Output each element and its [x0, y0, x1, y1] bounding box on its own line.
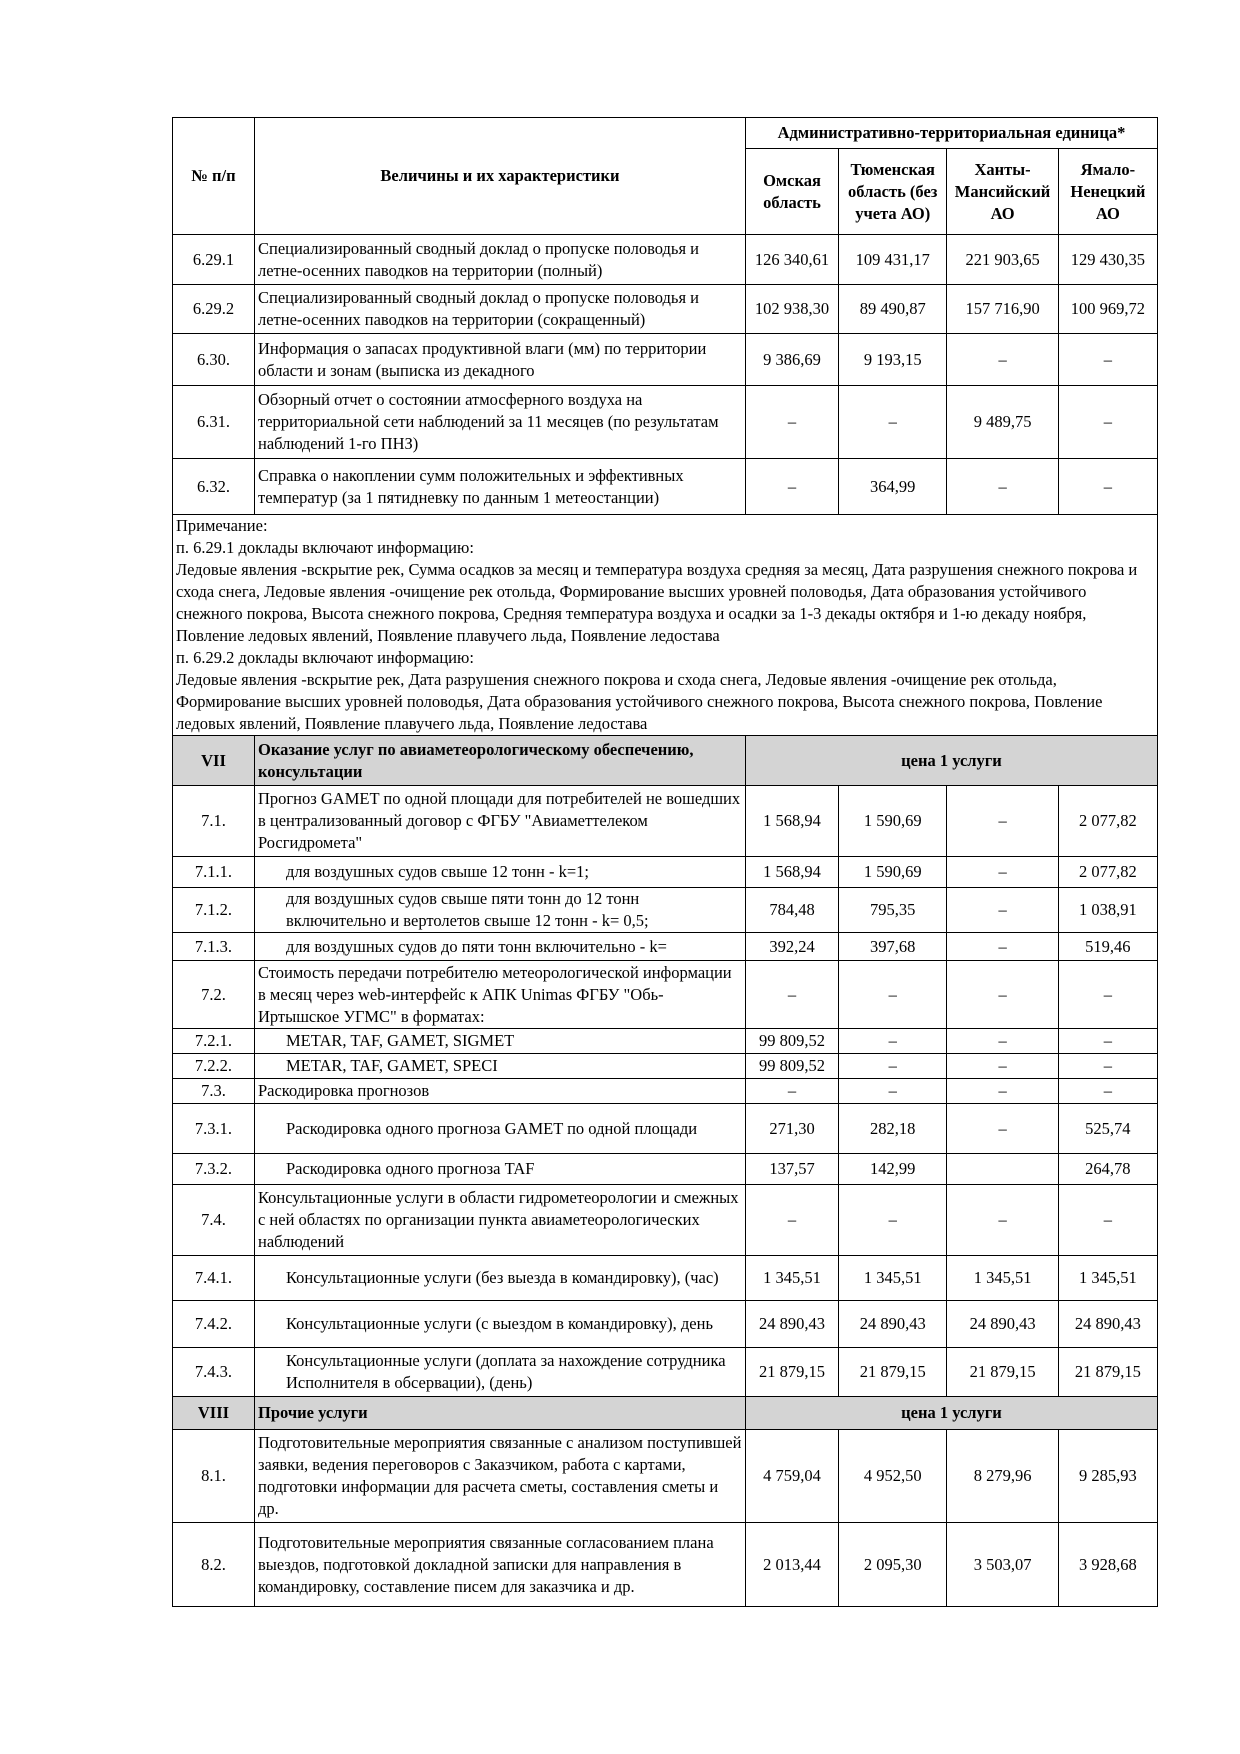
row-number: 7.1.3.: [173, 933, 255, 961]
row-value: 1 038,91: [1058, 888, 1157, 933]
row-value: –: [1058, 1185, 1157, 1256]
row-value: 157 716,90: [947, 285, 1058, 334]
table-row: [173, 1256, 1158, 1301]
row-value: –: [745, 1185, 838, 1256]
header-region-tyumen: Тюменская область (без учета АО): [839, 149, 947, 235]
row-description: [254, 933, 745, 961]
row-description: [254, 1154, 745, 1185]
row-value: 24 890,43: [1058, 1301, 1157, 1348]
row-description-text: Консультационные услуги (с выездом в командировку), день: [285, 1314, 713, 1333]
row-value: 392,24: [745, 933, 838, 961]
table-row: [173, 1104, 1158, 1154]
table-row: [173, 1079, 1158, 1104]
row-value: 100 969,72: [1058, 285, 1157, 334]
note-block: [173, 515, 1158, 736]
row-value: 9 193,15: [839, 334, 947, 386]
row-value: –: [745, 961, 838, 1029]
note-title: Примечание:: [176, 516, 268, 535]
table-row: [173, 1430, 1158, 1523]
note-p2-heading: п. 6.29.2 доклады включают информацию:: [176, 648, 474, 667]
row-value: –: [839, 386, 947, 459]
row-value: 142,99: [839, 1154, 947, 1185]
row-value: 282,18: [839, 1104, 947, 1154]
row-value: –: [947, 1104, 1058, 1154]
row-value: 519,46: [1058, 933, 1157, 961]
table-row: [173, 786, 1158, 857]
row-description: [254, 857, 745, 888]
table-row: [173, 888, 1158, 933]
row-value: –: [947, 961, 1058, 1029]
row-value: 9 489,75: [947, 386, 1058, 459]
row-value: 4 759,04: [745, 1430, 838, 1523]
table-row: [173, 1154, 1158, 1185]
note-p1-body: Ледовые явления -вскрытие рек, Сумма осадков за месяц и температура воздуха средняя за месяц, Дата разрушения снежного покрова и схода снега, Ледовые явления -очищение рек отольда, Формирование высших уровней половодья, Дата образования устойчивого снежного покрова, Высота снежного покрова, Средняя температура воздуха и осадки за 1-3 декады октября и 1-ю декаду ноября, Повление ледовых явлений, Появление плавучего льда, Появление ледостава: [176, 560, 1138, 645]
section-number: VIII: [173, 1397, 255, 1430]
row-value: –: [1058, 1054, 1157, 1079]
section-header-row: [173, 736, 1158, 786]
row-value: 2 013,44: [745, 1523, 838, 1607]
row-value: 129 430,35: [1058, 235, 1157, 285]
row-value: –: [745, 386, 838, 459]
row-description: [254, 1029, 745, 1054]
row-value: 89 490,87: [839, 285, 947, 334]
row-number: 7.1.: [173, 786, 255, 857]
row-description: [254, 888, 745, 933]
row-description-text: Раскодировка одного прогноза TAF: [285, 1159, 535, 1178]
row-number: 8.1.: [173, 1430, 255, 1523]
row-value: –: [947, 1185, 1058, 1256]
table-row: [173, 334, 1158, 386]
header-name: Величины и их характеристики: [254, 118, 745, 235]
row-value: 1 590,69: [839, 786, 947, 857]
row-value: –: [1058, 386, 1157, 459]
row-value: 21 879,15: [745, 1348, 838, 1397]
row-number: 7.1.2.: [173, 888, 255, 933]
row-number: 6.29.1: [173, 235, 255, 285]
row-description-text: Консультационные услуги (без выезда в командировку), (час): [285, 1268, 719, 1287]
row-description-text: Специализированный сводный доклад о пропуске половодья и летне-осенних паводков на территории (полный): [257, 238, 699, 280]
note-p2-body: Ледовые явления -вскрытие рек, Дата разрушения снежного покрова и схода снега, Ледовые явления -очищение рек отольда, Формирование высших уровней половодья, Дата образования устойчивого снежного покрова, Высота снежного покрова, Повление ледовых явлений, Появление плавучего льда, Появление ледостава: [176, 670, 1103, 733]
row-number: 7.1.1.: [173, 857, 255, 888]
row-value: 525,74: [1058, 1104, 1157, 1154]
row-value: 2 095,30: [839, 1523, 947, 1607]
row-value: –: [839, 961, 947, 1029]
row-description-text: Справка о накоплении сумм положительных и эффективных температур (за 1 пятидневку по данным 1 метеостанции): [257, 465, 684, 507]
row-value: 3 503,07: [947, 1523, 1058, 1607]
note-row: [173, 515, 1158, 736]
row-value: –: [839, 1185, 947, 1256]
row-description: [254, 1256, 745, 1301]
row-description: [254, 786, 745, 857]
row-number: 7.3.: [173, 1079, 255, 1104]
row-value: 99 809,52: [745, 1054, 838, 1079]
document-page: [172, 117, 1158, 1607]
row-value: 1 345,51: [1058, 1256, 1157, 1301]
table-row: [173, 1523, 1158, 1607]
row-description-text: Подготовительные мероприятия связанные согласованием плана выездов, подготовкой докладной записки для направления в командировку, составление писем для заказчика и др.: [257, 1532, 714, 1596]
row-value: –: [1058, 334, 1157, 386]
row-value: –: [745, 459, 838, 515]
table-row: [173, 961, 1158, 1029]
row-description: [254, 1301, 745, 1348]
row-description-text: Специализированный сводный доклад о пропуске половодья и летне-осенних паводков на территории (сокращенный): [257, 288, 699, 329]
row-number: 7.2.1.: [173, 1029, 255, 1054]
row-description: [254, 386, 745, 459]
header-unit-group: Административно-территориальная единица*: [745, 118, 1157, 149]
note-p1-heading: п. 6.29.1 доклады включают информацию:: [176, 538, 474, 557]
table-row: [173, 459, 1158, 515]
row-value: –: [947, 459, 1058, 515]
table-row: [173, 235, 1158, 285]
row-value: –: [1058, 1079, 1157, 1104]
row-description: [254, 1523, 745, 1607]
row-number: 7.2.2.: [173, 1054, 255, 1079]
row-description: [254, 1348, 745, 1397]
section-title: Прочие услуги: [254, 1397, 745, 1430]
row-value: –: [1058, 961, 1157, 1029]
row-value: –: [745, 1079, 838, 1104]
row-value: 8 279,96: [947, 1430, 1058, 1523]
row-value: 1 345,51: [839, 1256, 947, 1301]
row-value: 102 938,30: [745, 285, 838, 334]
row-number: 7.2.: [173, 961, 255, 1029]
row-value: 3 928,68: [1058, 1523, 1157, 1607]
section-number: VII: [173, 736, 255, 786]
row-number: 7.4.2.: [173, 1301, 255, 1348]
row-description-text: Прогноз GAMET по одной площади для потребителей не вошедших в централизованный договор с ФГБУ "Авиаметтелеком Росгидромета": [257, 789, 741, 852]
table-row: [173, 1301, 1158, 1348]
row-value: 2 077,82: [1058, 786, 1157, 857]
row-value: 784,48: [745, 888, 838, 933]
row-number: 7.3.1.: [173, 1104, 255, 1154]
row-value: 24 890,43: [745, 1301, 838, 1348]
section-title: Оказание услуг по авиаметеорологическому обеспечению, консультации: [254, 736, 745, 786]
row-description-text: Консультационные услуги в области гидрометеорологии и смежных с ней областях по организации пункта авиаметеорологических наблюдений: [257, 1188, 739, 1251]
row-description: [254, 1079, 745, 1104]
row-value: –: [839, 1029, 947, 1054]
row-description-text: для воздушных судов свыше 12 тонн - k=1;: [285, 862, 590, 881]
header-num: № п/п: [173, 118, 255, 235]
row-value: –: [947, 1079, 1058, 1104]
row-value: 24 890,43: [947, 1301, 1058, 1348]
row-description: [254, 1054, 745, 1079]
row-value: 1 590,69: [839, 857, 947, 888]
row-value: 364,99: [839, 459, 947, 515]
row-description-text: Консультационные услуги (доплата за нахождение сотрудника Исполнителя в обсервации), (день): [285, 1351, 726, 1392]
row-description: [254, 1430, 745, 1523]
row-value: –: [839, 1079, 947, 1104]
row-value: 1 345,51: [947, 1256, 1058, 1301]
row-description: [254, 334, 745, 386]
row-value: 24 890,43: [839, 1301, 947, 1348]
row-description-text: Информация о запасах продуктивной влаги (мм) по территории области и зонам (выписка из декадного: [257, 338, 707, 380]
row-description-text: для воздушных судов свыше пяти тонн до 12 тонн включительно и вертолетов свыше 12 тонн - k= 0,5;: [285, 889, 649, 930]
row-number: 7.4.1.: [173, 1256, 255, 1301]
header-row: [173, 118, 1158, 149]
row-value: –: [1058, 1029, 1157, 1054]
row-number: 6.29.2: [173, 285, 255, 334]
section-header-row: [173, 1397, 1158, 1430]
table-row: [173, 857, 1158, 888]
row-number: 7.4.3.: [173, 1348, 255, 1397]
row-number: 6.32.: [173, 459, 255, 515]
tariff-table: [172, 117, 1158, 1607]
row-description-text: Подготовительные мероприятия связанные с анализом поступившей заявки, ведения переговоров с Заказчиком, работа с картами, подготовки информации для расчета сметы, составления сметы и др.: [257, 1433, 742, 1518]
row-number: 8.2.: [173, 1523, 255, 1607]
row-value: 1 345,51: [745, 1256, 838, 1301]
table-row: [173, 933, 1158, 961]
table-row: [173, 1348, 1158, 1397]
row-value: 9 285,93: [1058, 1430, 1157, 1523]
header-region-omsk: Омская область: [745, 149, 838, 235]
row-value: –: [947, 1054, 1058, 1079]
row-value: –: [947, 933, 1058, 961]
row-value: 9 386,69: [745, 334, 838, 386]
table-row: [173, 1185, 1158, 1256]
section-price-label: цена 1 услуги: [745, 736, 1157, 786]
row-value: 21 879,15: [839, 1348, 947, 1397]
row-value: 221 903,65: [947, 235, 1058, 285]
row-number: 7.4.: [173, 1185, 255, 1256]
row-value: 126 340,61: [745, 235, 838, 285]
row-value: 99 809,52: [745, 1029, 838, 1054]
row-number: 6.31.: [173, 386, 255, 459]
row-value: 1 568,94: [745, 857, 838, 888]
row-description-text: METAR, TAF, GAMET, SIGMET: [285, 1031, 515, 1050]
row-description: [254, 961, 745, 1029]
row-value: –: [947, 857, 1058, 888]
row-value: 795,35: [839, 888, 947, 933]
header-region-yanao: Ямало-Ненецкий АО: [1058, 149, 1157, 235]
row-description: [254, 1104, 745, 1154]
row-description-text: Стоимость передачи потребителю метеорологической информации в месяц через web-интерфейс к АПК Unimas ФГБУ "Обь-Иртышское УГМС" в форматах:: [257, 962, 732, 1026]
table-row: [173, 1029, 1158, 1054]
row-number: 6.30.: [173, 334, 255, 386]
row-value: –: [947, 786, 1058, 857]
row-value: 397,68: [839, 933, 947, 961]
header-region-khmao: Ханты-Мансийский АО: [947, 149, 1058, 235]
row-value: 264,78: [1058, 1154, 1157, 1185]
row-value: 271,30: [745, 1104, 838, 1154]
table-row: [173, 386, 1158, 459]
row-description-text: Раскодировка прогнозов: [257, 1081, 430, 1100]
row-description-text: для воздушных судов до пяти тонн включительно - k=: [285, 936, 667, 956]
row-description: [254, 285, 745, 334]
row-description: [254, 235, 745, 285]
row-description: [254, 459, 745, 515]
table-row: [173, 285, 1158, 334]
section-price-label: цена 1 услуги: [745, 1397, 1157, 1430]
row-value: 1 568,94: [745, 786, 838, 857]
row-number: 7.3.2.: [173, 1154, 255, 1185]
row-value: 21 879,15: [947, 1348, 1058, 1397]
row-value: 4 952,50: [839, 1430, 947, 1523]
row-value: 137,57: [745, 1154, 838, 1185]
row-value: –: [947, 334, 1058, 386]
row-value: –: [947, 888, 1058, 933]
row-value: 21 879,15: [1058, 1348, 1157, 1397]
row-value: –: [947, 1029, 1058, 1054]
table-row: [173, 1054, 1158, 1079]
row-description-text: Обзорный отчет о состоянии атмосферного воздуха на территориальной сети наблюдений за 11 месяцев (по результатам наблюдений 1-го ПНЗ): [257, 390, 719, 453]
row-value: 2 077,82: [1058, 857, 1157, 888]
row-value: [947, 1154, 1058, 1185]
row-description-text: METAR, TAF, GAMET, SPECI: [285, 1056, 498, 1075]
row-value: 109 431,17: [839, 235, 947, 285]
row-value: –: [839, 1054, 947, 1079]
row-description-text: Раскодировка одного прогноза GAMET по одной площади: [285, 1118, 698, 1138]
row-value: –: [1058, 459, 1157, 515]
row-description: [254, 1185, 745, 1256]
